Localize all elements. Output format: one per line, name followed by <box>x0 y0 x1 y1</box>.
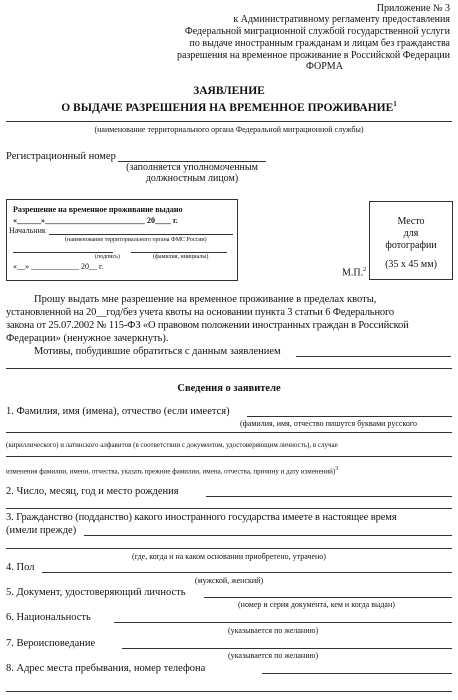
signature-hint: (подпись) <box>95 254 120 260</box>
chief-hint: (наименование территориального органа ФМС России) <box>65 237 207 243</box>
field-5-label: 5. Документ, удостоверяющий личность <box>6 587 186 598</box>
chief-field[interactable] <box>49 234 233 235</box>
photo-line1: Место <box>397 216 425 227</box>
header-line: разрешения на временное проживание в Российской Федерации <box>176 50 450 61</box>
field-1-input[interactable] <box>247 416 452 417</box>
motives-field[interactable] <box>296 356 451 357</box>
field-3-input[interactable] <box>84 535 452 536</box>
field-5-hint: (номер и серия документа, кем и когда выдан) <box>238 600 395 609</box>
request-line-2: установленной на 20__год/без учета квоты на основании пункта 3 статьи 6 Федерального <box>6 307 395 318</box>
title-text: О ВЫДАЧЕ РАЗРЕШЕНИЯ НА ВРЕМЕННОЕ ПРОЖИВАНИЕ <box>61 101 394 114</box>
permit-date2[interactable]: «__» ____________ 20__ г. <box>13 262 104 271</box>
field-1-hint-3 <box>6 465 338 476</box>
regulation-lines <box>120 14 450 62</box>
field-3-input-2[interactable] <box>6 548 452 549</box>
appendix-label: Приложение № 3 <box>376 3 450 14</box>
section-title: Сведения о заявителе <box>177 383 281 394</box>
nationality-input[interactable] <box>114 622 452 623</box>
field-1-input-2[interactable] <box>6 432 452 433</box>
address-phone-input[interactable] <box>262 673 452 674</box>
photo-line3: фотографии <box>385 240 437 251</box>
authority-line[interactable] <box>6 121 452 122</box>
permit-box-title: Разрешение на временное проживание выдано <box>13 205 183 214</box>
field-2-input-2[interactable] <box>6 508 452 509</box>
photo-size: (35 х 45 мм) <box>385 259 437 270</box>
chief-label: Начальник <box>9 226 46 235</box>
stamp-place <box>342 264 366 279</box>
request-line-4: Федерации» (ненужное зачеркнуть). <box>6 333 169 344</box>
field-8-label: 8. Адрес места пребывания, номер телефона <box>6 663 206 674</box>
field-1-input-3[interactable] <box>6 456 452 457</box>
field-2-label: 2. Число, месяц, год и место рождения <box>6 486 179 497</box>
motives-field-2[interactable] <box>6 368 452 369</box>
permit-issued-box <box>6 199 238 281</box>
field-4-hint: (мужской, женский) <box>194 576 264 585</box>
registration-label: Регистрационный номер <box>6 151 116 162</box>
field-3-label-line2: (имели прежде) <box>6 525 77 536</box>
identity-document-input[interactable] <box>204 597 452 598</box>
religion-input[interactable] <box>122 648 452 649</box>
field-7-label: 7. Вероисповедание <box>6 638 96 649</box>
field-2-input[interactable] <box>206 496 452 497</box>
permit-date-line[interactable]: «______»_________________________ 20____ г. <box>13 216 178 225</box>
photo-line2: для <box>403 228 419 239</box>
field-1-hint-1: (фамилия, имя, отчество пишутся буквами русского <box>240 419 417 428</box>
field-7-hint: (указывается по желанию) <box>228 651 319 660</box>
field-6-hint: (указывается по желанию) <box>228 626 319 635</box>
request-line-3: закона от 25.07.2002 № 115-ФЗ «О правовом положении иностранных граждан в Российской <box>6 320 409 331</box>
request-line-1: Прошу выдать мне разрешение на временное проживание в пределах квоты, <box>34 294 377 305</box>
footnote-mark: 1 <box>393 100 397 108</box>
motives-label: Мотивы, побудившие обратиться с данным заявлением <box>34 346 281 357</box>
registration-hint-2: должностным лицом) <box>145 173 239 184</box>
title-line1: ЗАЯВЛЕНИЕ <box>193 85 265 97</box>
stamp-label: М.П. <box>342 267 364 279</box>
field-1-note: 3 <box>335 466 339 472</box>
registration-hint-1: (заполняется уполномоченным <box>126 162 258 173</box>
field-1-hint-3-text: изменения фамилии, имени, отчества, указать прежние фамилии, имена, отчества, причину и дату изменений) <box>6 467 336 476</box>
field-6-label: 6. Национальность <box>6 612 91 623</box>
gender-input[interactable] <box>42 572 452 573</box>
header-line: по выдаче иностранным гражданам и лицам без гражданства <box>189 38 450 49</box>
field-3-label-line1: 3. Гражданство (подданство) какого иностранного государства имеете в настоящее время <box>6 512 397 523</box>
photo-box <box>369 201 453 280</box>
title-line2 <box>0 98 458 115</box>
field-4-label: 4. Пол <box>6 562 35 573</box>
field-1-hint-2: (кириллического) и латинского алфавитов (в соответствии с документом, удостоверяющим личность), в случае <box>6 441 338 449</box>
header-line: Федеральной миграционной службой государственной услуги <box>184 26 450 37</box>
header-line: к Административному регламенту предоставления <box>233 14 450 25</box>
field-3-hint: (где, когда и на каком основании приобретено, утрачено) <box>132 552 326 561</box>
address-phone-input-2[interactable] <box>6 691 452 692</box>
field-1-label: 1. Фамилия, имя (имена), отчество (если имеется) <box>6 406 230 417</box>
form-label: ФОРМА <box>306 61 343 72</box>
authority-hint: (наименование территориального органа Федеральной миграционной службы) <box>94 125 364 134</box>
initials-hint: (фамилия, инициалы) <box>153 254 209 260</box>
stamp-note: 2 <box>363 267 367 273</box>
